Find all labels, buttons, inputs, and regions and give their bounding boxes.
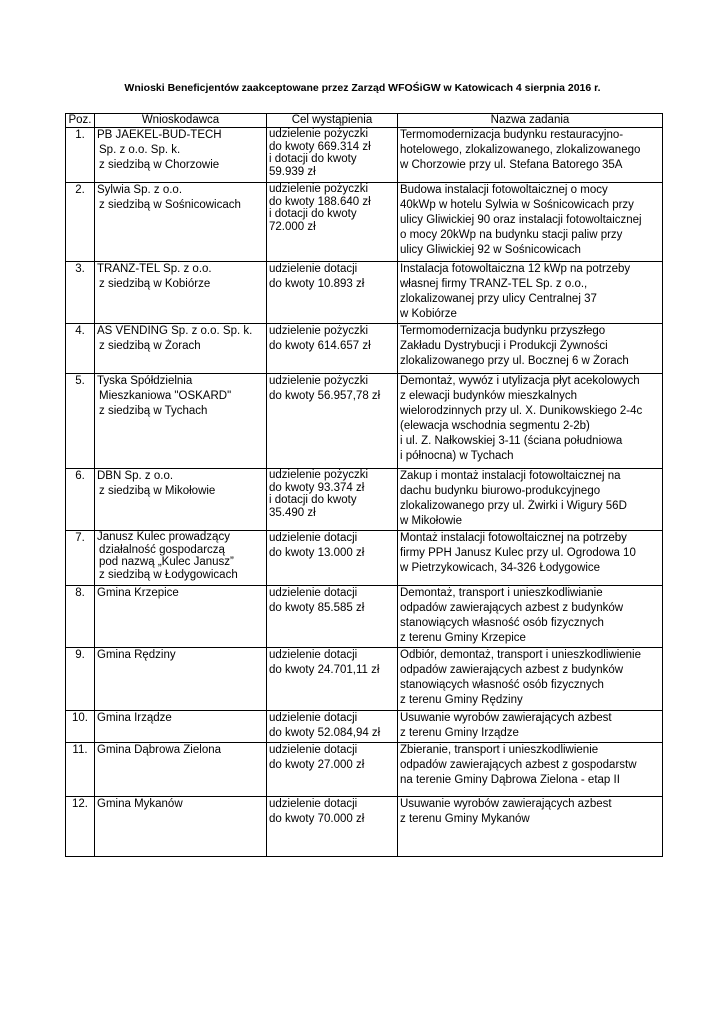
task-line: zlokalizowanego przy ul. Bocznej 6 w Żorach: [400, 355, 629, 367]
task-line: odpadów zawierających azbest z gospodarstw: [400, 759, 637, 771]
purpose-line: udzielenie pożyczki: [269, 183, 369, 195]
applicant-cell: [95, 183, 267, 262]
purpose-line: udzielenie pożyczki: [269, 128, 369, 140]
applicant-cell: [95, 531, 267, 586]
row-number: 11.: [66, 743, 95, 797]
task-cell: [398, 128, 663, 183]
task-line: zlokalizowanego przy ul. Żwirki i Wigury 56D: [400, 500, 627, 512]
applicant-cell: [95, 324, 267, 374]
purpose-cell: [267, 531, 398, 586]
applicant-cell: [95, 469, 267, 531]
task-line: 40kWp w hotelu Sylwia w Sośnicowicach przy: [400, 199, 634, 211]
applicant-line: Sp. z o.o. Sp. k.: [99, 144, 181, 156]
table-row: [66, 183, 663, 262]
applicant-line: Gmina Krzepice: [97, 587, 179, 599]
applicant-cell: [95, 797, 267, 857]
task-cell: [398, 586, 663, 648]
applicant-cell: [95, 648, 267, 711]
applicant-line: Gmina Irządze: [97, 712, 172, 724]
purpose-line: do kwoty 52.084,94 zł: [269, 727, 381, 739]
table-row: [66, 324, 663, 374]
table-row: [66, 797, 663, 857]
applicant-cell: [95, 711, 267, 743]
task-line: wielorodzinnych przy ul. X. Dunikowskiego 2-4c: [400, 405, 643, 417]
purpose-line: do kwoty 56.957,78 zł: [269, 390, 381, 402]
purpose-line: udzielenie dotacji: [269, 798, 358, 810]
purpose-cell: [267, 711, 398, 743]
applicant-line: Janusz Kulec prowadzący: [97, 531, 230, 543]
task-line: z terenu Gminy Rędziny: [400, 694, 523, 706]
purpose-line: udzielenie dotacji: [269, 532, 358, 544]
purpose-line: udzielenie dotacji: [269, 263, 358, 275]
purpose-line: i dotacji do kwoty: [269, 208, 357, 220]
purpose-line: do kwoty 70.000 zł: [269, 813, 365, 825]
task-line: odpadów zawierających azbest z budynków: [400, 602, 624, 614]
task-line: Usuwanie wyrobów zawierających azbest: [400, 712, 612, 724]
row-number: 7.: [66, 531, 95, 586]
row-number: 4.: [66, 324, 95, 374]
task-cell: [398, 711, 663, 743]
applicant-cell: [95, 374, 267, 469]
purpose-cell: [267, 586, 398, 648]
purpose-line: do kwoty 24.701,11 zł: [269, 664, 380, 676]
table-row: [66, 374, 663, 469]
row-number: 12.: [66, 797, 95, 857]
table-row: [66, 128, 663, 183]
row-number: 2.: [66, 183, 95, 262]
purpose-line: i dotacji do kwoty: [269, 494, 357, 506]
task-cell: [398, 469, 663, 531]
task-line: ulicy Gliwickiej 92 w Sośnicowicach: [400, 244, 581, 256]
row-number: 6.: [66, 469, 95, 531]
task-line: firmy PPH Janusz Kulec przy ul. Ogrodowa 10: [400, 547, 636, 559]
task-line: dachu budynku biurowo-produkcyjnego: [400, 485, 601, 497]
applicant-line: DBN Sp. z o.o.: [97, 470, 174, 482]
purpose-cell: [267, 183, 398, 262]
task-line: Budowa instalacji fotowoltaicznej o mocy: [400, 184, 608, 196]
purpose-line: i dotacji do kwoty: [269, 153, 357, 165]
row-number: 5.: [66, 374, 95, 469]
applicant-line: z siedzibą w Kobiórze: [99, 278, 211, 290]
applicant-line: z siedzibą w Żorach: [99, 340, 201, 352]
purpose-line: udzielenie pożyczki: [269, 325, 369, 337]
applicant-line: Tyska Spółdzielnia: [97, 375, 193, 387]
purpose-cell: [267, 324, 398, 374]
task-line: Instalacja fotowoltaiczna 12 kWp na potrzeby: [400, 263, 631, 275]
applicant-line: działalność gospodarczą: [99, 543, 225, 556]
purpose-line: do kwoty 93.374 zł: [269, 481, 365, 494]
purpose-cell: [267, 262, 398, 324]
header-applicant: Wnioskodawca: [95, 114, 267, 128]
purpose-line: do kwoty 669.314 zł: [269, 140, 371, 153]
task-line: z terenu Gminy Mykanów: [400, 813, 530, 825]
header-purpose: Cel wystąpienia: [267, 114, 398, 128]
applicant-line: pod nazwą „Kulec Janusz”: [99, 556, 234, 568]
table-row: [66, 469, 663, 531]
task-line: (elewacja wschodnia segmentu 2-2b): [400, 420, 590, 432]
purpose-line: do kwoty 188.640 zł: [269, 195, 371, 208]
purpose-cell: [267, 648, 398, 711]
table-row: [66, 743, 663, 797]
task-line: w Pietrzykowicach, 34-326 Łodygowice: [400, 562, 601, 574]
purpose-cell: [267, 469, 398, 531]
applicant-line: Gmina Rędziny: [97, 649, 176, 661]
task-line: Zakup i montaż instalacji fotowoltaicznej na: [400, 470, 621, 482]
applicant-line: z siedzibą w Tychach: [99, 405, 208, 417]
page-title: Wnioski Beneficjentów zaakceptowane przez Zarząd WFOŚiGW w Katowicach 4 sierpnia 2016 r.: [124, 82, 601, 94]
row-number: 9.: [66, 648, 95, 711]
purpose-line: do kwoty 13.000 zł: [269, 547, 365, 559]
applicant-cell: [95, 586, 267, 648]
purpose-line: do kwoty 10.893 zł: [269, 278, 365, 290]
purpose-line: 59.939 zł: [269, 165, 316, 178]
purpose-line: udzielenie dotacji: [269, 744, 358, 756]
task-line: o mocy 20kWp na budynku stacji paliw przy: [400, 229, 623, 241]
applicant-line: z siedzibą w Sośnicowicach: [99, 199, 241, 211]
task-line: hotelowego, zlokalizowanego, zlokalizowanego: [400, 144, 641, 156]
row-number: 10.: [66, 711, 95, 743]
applicant-line: AS VENDING Sp. z o.o. Sp. k.: [97, 325, 253, 337]
table-body: [66, 128, 663, 857]
task-line: Demontaż, transport i unieszkodliwianie: [400, 587, 603, 599]
applicant-line: Sylwia Sp. z o.o.: [97, 184, 183, 196]
task-line: z terenu Gminy Irządze: [400, 727, 519, 739]
task-cell: [398, 324, 663, 374]
row-number: 3.: [66, 262, 95, 324]
applicant-line: Mieszkaniowa "OSKARD": [99, 390, 232, 402]
task-line: w Chorzowie przy ul. Stefana Batorego 35A: [400, 159, 623, 171]
task-line: odpadów zawierających azbest z budynków: [400, 664, 624, 676]
purpose-cell: [267, 128, 398, 183]
purpose-cell: [267, 743, 398, 797]
purpose-line: 35.490 zł: [269, 506, 316, 519]
table-header-row: [66, 114, 663, 128]
purpose-line: udzielenie dotacji: [269, 587, 358, 599]
purpose-line: do kwoty 27.000 zł: [269, 759, 365, 771]
task-line: z elewacji budynków mieszkalnych: [400, 390, 578, 402]
task-line: w Mikołowie: [400, 515, 462, 527]
applicant-cell: [95, 262, 267, 324]
header-poz: Poz.: [66, 114, 95, 128]
table-row: [66, 531, 663, 586]
task-cell: [398, 262, 663, 324]
purpose-line: udzielenie pożyczki: [269, 375, 369, 387]
applicant-cell: [95, 128, 267, 183]
task-line: na terenie Gminy Dąbrowa Zielona - etap II: [400, 774, 620, 786]
task-cell: [398, 183, 663, 262]
task-cell: [398, 531, 663, 586]
task-line: ulicy Gliwickiej 90 oraz instalacji fotowoltaicznej: [400, 214, 642, 226]
task-cell: [398, 648, 663, 711]
purpose-line: udzielenie dotacji: [269, 649, 358, 661]
task-line: zlokalizowanej przy ulicy Centralnej 37: [400, 293, 597, 305]
applicant-line: Gmina Mykanów: [97, 798, 183, 810]
task-line: Termomodernizacja budynku przyszłego: [400, 325, 606, 337]
table-row: [66, 648, 663, 711]
task-line: z terenu Gminy Krzepice: [400, 632, 526, 644]
purpose-line: do kwoty 614.657 zł: [269, 340, 371, 352]
applicant-line: TRANZ-TEL Sp. z o.o.: [97, 263, 212, 275]
task-line: Usuwanie wyrobów zawierających azbest: [400, 798, 612, 810]
row-number: 8.: [66, 586, 95, 648]
purpose-line: do kwoty 85.585 zł: [269, 602, 365, 614]
purpose-line: udzielenie dotacji: [269, 712, 358, 724]
task-line: własnej firmy TRANZ-TEL Sp. z o.o.,: [400, 278, 588, 290]
task-line: stanowiących własność osób fizycznych: [400, 679, 604, 691]
applicant-line: z siedzibą w Mikołowie: [99, 485, 216, 497]
applicant-cell: [95, 743, 267, 797]
purpose-cell: [267, 374, 398, 469]
task-line: w Kobiórze: [400, 308, 457, 320]
task-line: stanowiących własność osób fizycznych: [400, 617, 604, 629]
task-cell: [398, 743, 663, 797]
task-cell: [398, 797, 663, 857]
task-cell: [398, 374, 663, 469]
purpose-line: 72.000 zł: [269, 220, 316, 233]
task-line: i ul. Z. Nałkowskiej 3-11 (ściana południowa: [400, 435, 623, 447]
row-number: 1.: [66, 128, 95, 183]
task-line: Demontaż, wywóz i utylizacja płyt acekolowych: [400, 375, 640, 387]
purpose-cell: [267, 797, 398, 857]
task-line: Zbieranie, transport i unieszkodliwienie: [400, 744, 599, 756]
header-task: Nazwa zadania: [398, 114, 663, 128]
table-row: [66, 262, 663, 324]
task-line: Zakładu Dystrybucji i Produkcji Żywności: [400, 340, 608, 352]
purpose-line: udzielenie pożyczki: [269, 469, 369, 481]
task-line: Termomodernizacja budynku restauracyjno-: [400, 129, 624, 141]
applicant-line: z siedzibą w Chorzowie: [99, 159, 220, 171]
applicant-line: PB JAEKEL-BUD-TECH: [97, 129, 222, 141]
table-row: [66, 711, 663, 743]
applicant-line: z siedzibą w Łodygowicach: [99, 568, 238, 581]
applications-table: [65, 113, 663, 857]
applicant-line: Gmina Dąbrowa Zielona: [97, 744, 222, 756]
task-line: i północna) w Tychach: [400, 450, 514, 462]
task-line: Montaż instalacji fotowoltaicznej na potrzeby: [400, 532, 627, 544]
table-row: [66, 586, 663, 648]
task-line: Odbiór, demontaż, transport i unieszkodliwienie: [400, 649, 641, 661]
